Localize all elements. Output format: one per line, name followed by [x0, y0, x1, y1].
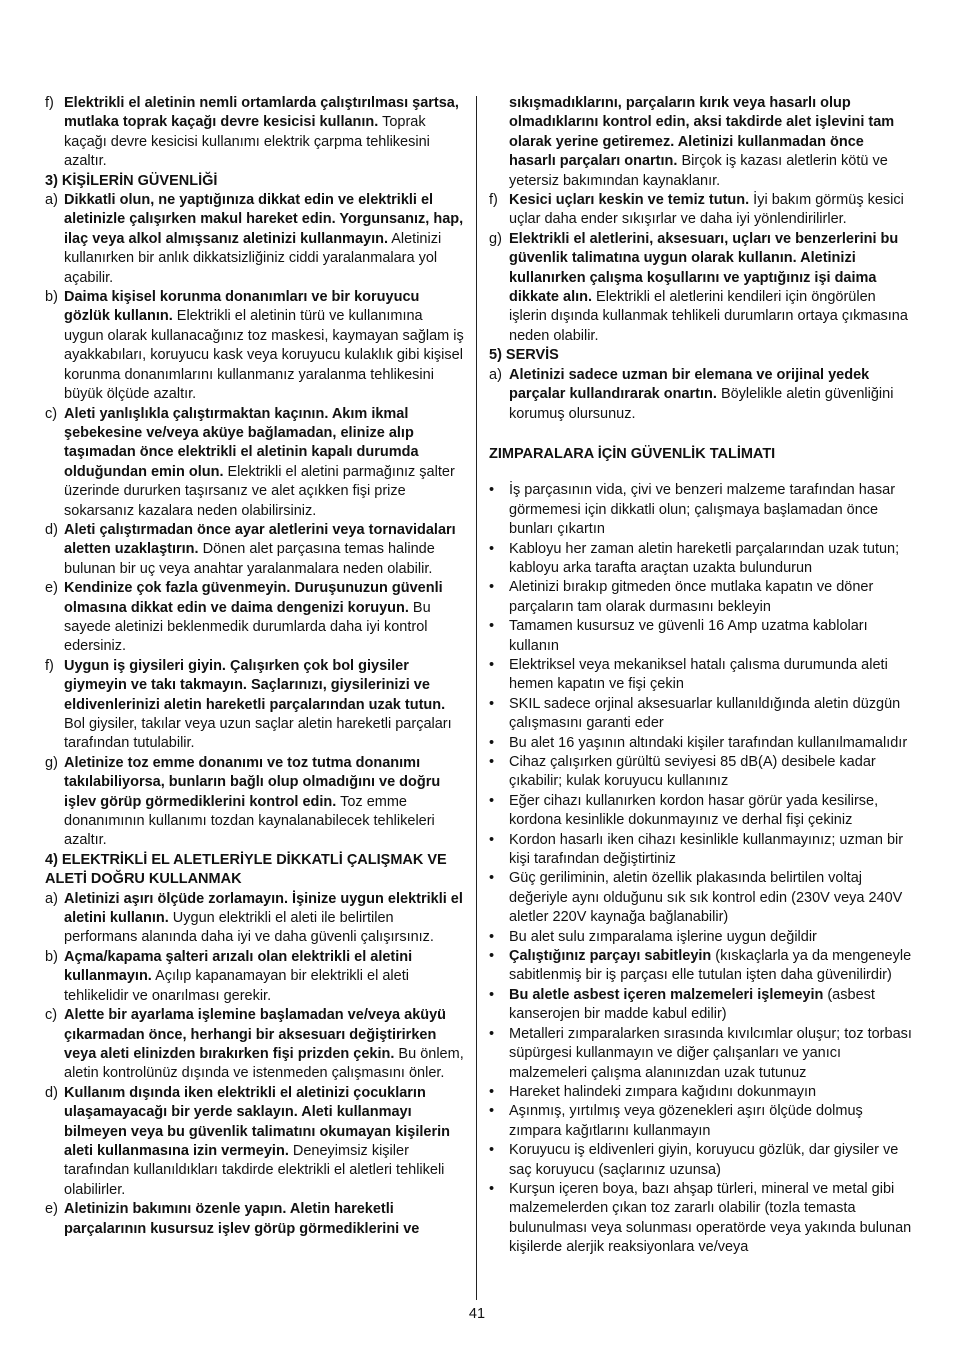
item-bold: Aletinizi aşırı ölçüde zorlamayın. İşinize uygun elektrikli el aletini kullanın.: [64, 890, 463, 927]
bullet-item: [489, 1141, 913, 1180]
bullet-item: [489, 1083, 913, 1102]
bullet-text: [509, 695, 913, 734]
item-4f: [489, 191, 913, 230]
bullet-normal: (asbest kanserojen bir madde kabul edilir): [509, 986, 875, 1023]
item-letter: f): [45, 657, 54, 674]
bullet-text: [509, 540, 913, 579]
item-3f: [45, 657, 465, 754]
bullet-dot: •: [489, 695, 495, 712]
bullet-item: [489, 1180, 913, 1258]
item-bold: Dikkatli olun, ne yaptığınıza dikkat edin ve elektrikli el aletinizle çalışırken makul hareket edin. Yorgunsanız, hap, ilaç veya alkol almışsanız aletinizi kullanmayın.: [64, 192, 464, 247]
bullet-normal: Kurşun içeren boya, bazı ahşap türleri, mineral ve metal gibi malzemelerden çıkan toz zararlı olabilir (tozla temasta bulunulması veya solunması operatörde veya yakında bulunan kişilerde alerjik reaksiyonlara ve/veya: [509, 1180, 912, 1256]
bullet-normal: Cihaz çalışırken gürültü seviyesi 85 dB(A) desibele kadar çıkabilir; kulak koruyucu kullanınız: [509, 754, 876, 790]
bullet-item: [489, 986, 913, 1025]
bullet-item: [489, 928, 913, 947]
column-divider: [476, 96, 477, 1300]
bullet-item: [489, 947, 913, 986]
bullet-item: [489, 695, 913, 734]
item-letter: e): [45, 1201, 58, 1218]
item-bold: Daima kişisel korunma donanımları ve bir koruyucu gözlük kullanın.: [64, 289, 420, 325]
item-text: [64, 288, 465, 404]
item-normal: Elektrikli el aletlerini kendileri için öngörülen işlerin dışında kullanmak tehlikeli durumların ortaya çıkmasına neden olabilir.: [509, 289, 908, 344]
bullet-dot: •: [489, 1142, 495, 1159]
bullet-item: [489, 481, 913, 539]
item-text: [64, 1006, 465, 1084]
item-letter-spacer: [489, 94, 509, 191]
item-text: [509, 191, 913, 230]
bullet-dot: •: [489, 792, 495, 809]
item-bold: Kendinize çok fazla güvenmeyin. Duruşunuzun güvenli olmasına dikkat edin ve daima dengenizi koruyun.: [64, 580, 443, 616]
item-bold: Alette bir ayarlama işlemine başlamadan ve/veya aküyü çıkarmadan önce, herhangi bir aksesuarı değiştirirken veya aleti elinizden bırakırken fişi prizden çekin.: [64, 1007, 447, 1062]
bullet-normal: İş parçasının vida, çivi ve benzeri malzeme tarafından hasar görmemesi için dikkatli olun; çalışmaya başlamadan önce bunları çıkartın: [509, 482, 896, 538]
bullet-bold: Bu aletle asbest içeren malzemeleri işlemeyin: [509, 986, 824, 1003]
right-column: [489, 94, 913, 1258]
bullet-text: [509, 986, 913, 1025]
item-normal: Bu sayede aletinizi beklenmedik durumlarda daha iyi kontrol edersiniz.: [64, 599, 431, 655]
bullet-text: [509, 831, 913, 870]
item-bold: sıkışmadıklarını, parçaların kırık veya hasarlı olup olmadıklarını kontrol edin, aksi takdirde alet işlevini tam olarak yerine getiremez. Aletinizi kullanmadan önce hasarlı parçaları onartın.: [509, 95, 895, 170]
bullet-text: [509, 656, 913, 695]
item-3g: [45, 754, 465, 851]
bullet-dot: •: [489, 734, 495, 751]
bullet-normal: Güç geriliminin, aletin özellik plakasında belirtilen voltaj değeriyle aynı olduğunu sık sık kontrol edin (230V veya 240V aletler 220V kaynağa bağlanabilir): [509, 870, 903, 926]
item-bold: Aletinizin bakımını özenle yapın. Aletin hareketli parçalarının kusursuz işlev görüp görmediklerini ve: [64, 1201, 420, 1237]
bullet-text: [509, 792, 913, 831]
item-bold: Aleti çalıştırmadan önce ayar aletlerini veya tornavidaları aletten uzaklaştırın.: [64, 521, 456, 558]
item-3a: [45, 191, 465, 288]
item-text: [509, 230, 913, 346]
bullet-item: [489, 734, 913, 753]
bullet-normal: Tamamen kusursuz ve güvenli 16 Amp uzatma kabloları kullanın: [509, 618, 868, 654]
item-normal: Böylelikle aletin güvenliğini korumuş olursunuz.: [509, 386, 894, 422]
item-normal: Bol giysiler, takılar veya uzun saçlar aletin hareketli parçaları tarafından tutulabilir.: [64, 716, 452, 752]
item-normal: Deneyimsiz kişiler tarafından kullanıldıkları takdirde elektrikli el aletleri tehlikeli olabilirler.: [64, 1142, 445, 1198]
item-normal: Uygun elektrikli el aleti ile belirtilen performans alanında daha iyi ve daha güvenli çalışırsınız.: [64, 910, 434, 946]
item-letter: c): [45, 1007, 58, 1024]
section-heading-5: 5) SERVİS: [489, 347, 559, 364]
page-number: 41: [468, 1306, 486, 1322]
sanders-safety-heading: ZIMPARALARA İÇİN GÜVENLİK TALİMATI: [489, 445, 776, 462]
item-letter: a): [45, 890, 58, 907]
bullet-normal: Metalleri zımparalarken sırasında kıvılcımlar oluşur; toz torbası süpürgesi kullanmayın ve diğer çalışanları ve yanıcı malzemeleri çalışma alanınızdan uzak tutunuz: [509, 1025, 912, 1081]
item-bold: Kesici uçları keskin ve temiz tutun.: [509, 192, 750, 209]
item-bold: Uygun iş giysileri giyin. Çalışırken çok bol giysiler giymeyin ve takı takmayın. Saçlarınızı, giysilerinizi ve eldivenlerinizi aletin hareketli parçalarından uzak tutun.: [64, 657, 446, 713]
item-normal: Açılıp kapanamayan bir elektrikli el aleti tehlikelidir ve onarılması gerekir.: [64, 968, 409, 1004]
item-normal: Elektrikli el aletinin türü ve kullanımına uygun olarak kullanacağınız toz maskesi, kaymayan sağlam iş ayakkabıları, koruyucu kask veya koruyucu kulaklık gibi kişisel korunma donanımlarını kullanmanız yaralanma tehlikesini büyük ölçüde azaltır.: [64, 308, 464, 403]
item-bold: Elektrikli el aletlerini, aksesuarı, uçları ve benzerlerini bu güvenlik talimatına uygun olarak kullanın. Aletinizi kullanırken çalışma koşullarını ve yaptığınız işi daima dikkate alın.: [509, 230, 899, 306]
bullet-text: [509, 1083, 913, 1102]
bullet-item: [489, 578, 913, 617]
item-text: [64, 948, 465, 1006]
bullet-normal: Koruyucu iş eldivenleri giyin, koruyucu gözlük, dar giysiler ve saç koruyucu (saçlarınız uzunsa): [509, 1142, 899, 1178]
item-text: [64, 1200, 465, 1239]
bullet-dot: •: [489, 482, 495, 499]
item-4e-continued: [489, 94, 913, 191]
item-letter: d): [45, 521, 58, 538]
item-4a: [45, 890, 465, 948]
section-heading-4: 4) ELEKTRİKLİ EL ALETLERİYLE DİKKATLİ ÇALIŞMAK VE ALETİ DOĞRU KULLANMAK: [45, 851, 447, 888]
bullet-item: [489, 792, 913, 831]
bullet-text: [509, 617, 913, 656]
bullet-text: [509, 869, 913, 927]
bullet-normal: Eğer cihazı kullanırken kordon hasar görür yada kesilirse, kordona kesinlikle dokunmayınız ve derhal fişi çekiniz: [509, 792, 879, 829]
item-letter: b): [45, 289, 58, 306]
item-3c: [45, 405, 465, 521]
bullet-item: [489, 1025, 913, 1083]
bullet-dot: •: [489, 540, 495, 557]
item-bold: Elektrikli el aletinin nemli ortamlarda çalıştırılması şartsa, mutlaka toprak kaçağı devre kesicisi kullanın.: [64, 95, 459, 131]
item-letter: c): [45, 405, 58, 422]
item-4e: [45, 1200, 465, 1239]
bullet-text: [509, 753, 913, 792]
item-bold: Aleti yanlışlıkla çalıştırmaktan kaçının. Akım ikmal şebekesine ve/veya aküye bağlamadan, elinize alıp taşımadan önce elektrikli el aletinin kapalı durumda olduğundan emin olun.: [64, 405, 419, 480]
bullet-normal: Bu alet sulu zımparalama işlerine uygun değildir: [509, 928, 817, 945]
item-letter: f): [45, 95, 54, 111]
item-normal: Aletinizi kullanırken bir anlık dikkatsizliğiniz ciddi yaralanmalara yol açabilir.: [64, 230, 442, 286]
item-3d: [45, 521, 465, 579]
bullet-dot: •: [489, 831, 495, 848]
bullet-normal: Elektriksel veya mekaniksel hatalı çalısma durumunda aleti hemen kapatın ve fişi çekin: [509, 656, 888, 693]
item-text: [64, 405, 465, 521]
bullet-dot: •: [489, 579, 495, 596]
item-text: [64, 1084, 465, 1200]
item-normal: Dönen alet parçasına temas halinde bulunan bir uç veya anahtar yaralanmalara neden olabilir.: [64, 541, 435, 577]
item-bold: Aletinize toz emme donanımı ve toz tutma donanımı takılabiliyorsa, bunların bağlı olup olmadığını ve doğru işlev görüp görmediklerini kontrol edin.: [64, 754, 441, 810]
bullet-dot: •: [489, 948, 495, 965]
item-4g: [489, 230, 913, 346]
bullet-dot: •: [489, 870, 495, 887]
bullet-normal: SKIL sadece orjinal aksesuarlar kullanıldığında aletin düzgün çalışmasını garanti eder: [509, 695, 901, 732]
safety-bullet-list: [489, 481, 913, 1257]
item-letter: e): [45, 580, 58, 597]
bullet-dot: •: [489, 656, 495, 673]
item-4b: [45, 948, 465, 1006]
item-text: [64, 754, 465, 851]
item-3b: [45, 288, 465, 404]
item-5a: [489, 366, 913, 424]
bullet-dot: •: [489, 1083, 495, 1100]
bullet-text: [509, 481, 913, 539]
item-normal: Toprak kaçağı devre kesicisi kullanımı elektrik çarpma tehlikesini azaltır.: [64, 114, 430, 170]
item-text: [64, 657, 465, 754]
item-4d: [45, 1084, 465, 1200]
item-4c: [45, 1006, 465, 1084]
item-letter: a): [489, 366, 502, 383]
bullet-text: [509, 1141, 913, 1180]
item-normal: Bu önlem, aletin kontrolünüz dışında ve istenmeden çalışmasını önler.: [64, 1045, 464, 1082]
item-letter: f): [489, 192, 498, 209]
item-text: [64, 191, 465, 288]
bullet-normal: Hareket halindeki zımpara kağıdını dokunmayın: [509, 1083, 817, 1100]
bullet-text: [509, 1102, 913, 1141]
bullet-item: [489, 869, 913, 927]
bullet-normal: Aletinizi bırakıp gitmeden önce mutlaka kapatın ve döner parçaların tam olarak durmasını bekleyin: [509, 579, 874, 615]
item-normal: İyi bakım görmüş kesici uçlar daha ender sıkışırlar ve daha iyi yönlendirilirler.: [509, 192, 904, 228]
item-text: [64, 890, 465, 948]
item-text: [64, 579, 465, 657]
bullet-dot: •: [489, 1180, 495, 1197]
bullet-item: [489, 1102, 913, 1141]
item-normal: Birçok iş kazası aletlerin kötü ve yetersiz bakımından kaynaklanır.: [509, 153, 888, 189]
bullet-text: [509, 734, 913, 753]
bullet-dot: •: [489, 986, 495, 1003]
item-2f: [45, 94, 465, 172]
bullet-normal: Bu alet 16 yaşının altındaki kişiler tarafından kullanılmamalıdır: [509, 734, 908, 751]
bullet-dot: •: [489, 618, 495, 635]
item-text: [64, 521, 465, 579]
item-text: [509, 366, 913, 424]
item-normal: Elektrikli el aletini parmağınız şalter üzerinde dururken taşırsanız ve alet açıkken fişi prize sokarsanız kazalara neden olabilirsiniz.: [64, 463, 455, 519]
item-letter: g): [45, 754, 58, 771]
item-letter: a): [45, 192, 58, 209]
item-normal: Toz emme donanımının kullanımı tozdan kaynalanabilecek tehlikeleri azaltır.: [64, 793, 435, 849]
bullet-text: [509, 947, 913, 986]
bullet-dot: •: [489, 1103, 495, 1120]
section-heading-3: 3) KİŞİLERİN GÜVENLİĞİ: [45, 172, 218, 189]
bullet-normal: Kabloyu her zaman aletin hareketli parçalarından uzak tutun; kabloyu arka tarafta araçtan uzakta bulundurun: [509, 540, 900, 576]
item-text: [64, 94, 465, 172]
left-column: [45, 94, 465, 1239]
item-letter: b): [45, 948, 58, 965]
bullet-normal: (kıskaçlarla ya da mengeneyle sabitlenmiş bir iş parçası elle tutulan işten daha güvenilirdir): [509, 948, 912, 984]
bullet-bold: Çalıştığınız parçayı sabitleyin: [509, 948, 712, 965]
bullet-normal: Kordon hasarlı iken cihazı kesinlikle kullanmayınız; uzman bir kişi tarafından değiştirtiniz: [509, 831, 904, 868]
item-bold: Açma/kapama şalteri arızalı olan elektrikli el aletini kullanmayın.: [64, 948, 413, 985]
bullet-item: [489, 831, 913, 870]
bullet-normal: Aşınmış, yırtılmış veya gözenekleri aşırı ölçüde dolmuş zımpara kağıtlarını kullanmayın: [509, 1103, 863, 1139]
bullet-item: [489, 656, 913, 695]
item-bold: Aletinizi sadece uzman bir elemana ve orijinal yedek parçalar kullandırarak onartın.: [509, 366, 870, 403]
item-3e: [45, 579, 465, 657]
bullet-text: [509, 578, 913, 617]
bullet-text: [509, 1180, 913, 1258]
bullet-text: [509, 1025, 913, 1083]
bullet-item: [489, 753, 913, 792]
item-letter: d): [45, 1084, 58, 1101]
item-text: [509, 94, 913, 191]
bullet-item: [489, 540, 913, 579]
bullet-dot: •: [489, 754, 495, 770]
bullet-dot: •: [489, 1025, 495, 1042]
item-letter: g): [489, 230, 502, 247]
bullet-item: [489, 617, 913, 656]
bullet-dot: •: [489, 928, 495, 945]
bullet-text: [509, 928, 913, 947]
item-bold: Kullanım dışında iken elektrikli el aletinizi çocukların ulaşamayacağı bir yerde saklayın. Aleti kullanmayı bilmeyen veya bu güvenlik talimatını okumayan kişilerin aleti kullanmasına izin vermeyin.: [64, 1084, 450, 1159]
